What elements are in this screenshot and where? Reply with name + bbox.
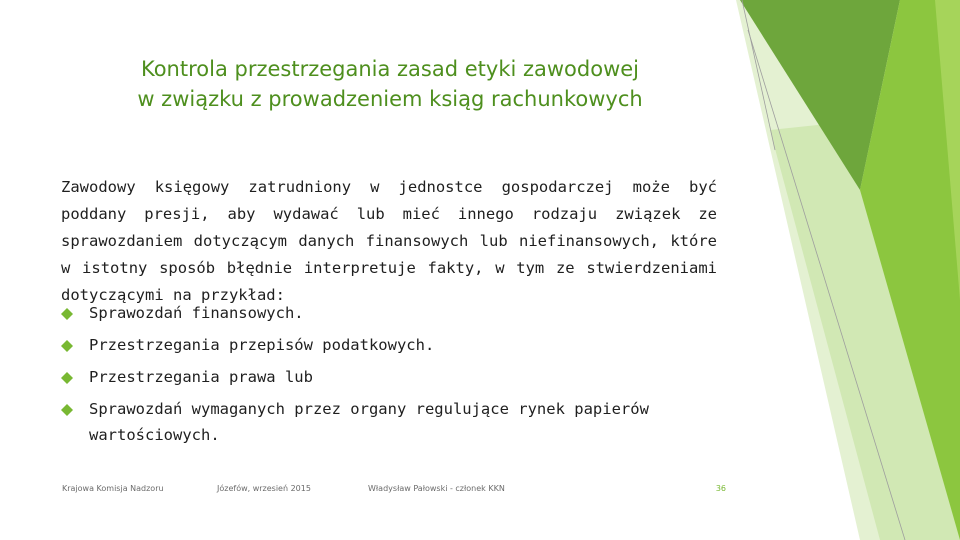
bullet-item	[61, 396, 721, 448]
bullet-text: Sprawozdań wymaganych przez organy regulujące rynek papierów wartościowych.	[89, 400, 649, 444]
footer-organization: Krajowa Komisja Nadzoru	[62, 484, 164, 493]
diamond-icon	[61, 308, 73, 320]
diamond-icon	[61, 372, 73, 384]
bullet-text: Sprawozdań finansowych.	[89, 304, 304, 322]
body-paragraph: Zawodowy księgowy zatrudniony w jednostce gospodarczej może być poddany presji, aby wydawać lub mieć innego rodzaju związek ze sprawozdaniem dotyczącym danych finansowych lub niefinansowych, które w istotny sposób błędnie interpretuje fakty, w tym ze stwierdzeniami dotyczącymi na przykład:	[61, 178, 717, 304]
slide-title	[80, 54, 700, 114]
bullet-item	[61, 332, 721, 358]
diamond-icon	[61, 340, 73, 352]
diamond-icon	[61, 404, 73, 416]
footer-date: Józefów, wrzesień 2015	[217, 484, 311, 493]
bullet-list	[61, 300, 721, 454]
bullet-item	[61, 364, 721, 390]
bullet-item	[61, 300, 721, 326]
bullet-text: Przestrzegania prawa lub	[89, 368, 313, 386]
slide-title-line-1: Kontrola przestrzegania zasad etyki zawodowej	[140, 57, 640, 81]
bullet-text: Przestrzegania przepisów podatkowych.	[89, 336, 435, 354]
page-number: 36	[715, 484, 726, 493]
footer-author: Władysław Pałowski - członek KKN	[368, 484, 505, 493]
slide-title-line-2: w związku z prowadzeniem ksiąg rachunkowych	[137, 87, 643, 111]
